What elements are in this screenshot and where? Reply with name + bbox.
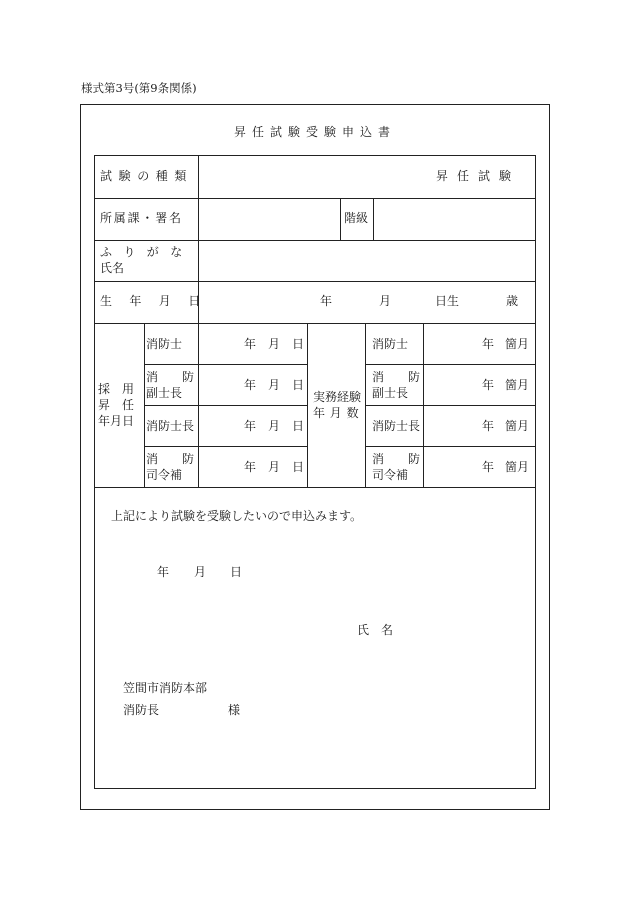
experience-month-unit: 箇月	[505, 419, 530, 433]
column-divider	[423, 323, 424, 487]
row-divider	[365, 364, 535, 365]
appointment-label-line3: 年月日	[98, 414, 135, 428]
appointment-year-unit: 年	[244, 419, 257, 433]
experience-rank-4-line1: 消 防	[372, 452, 421, 466]
appointment-rank-4-line2: 司令補	[146, 468, 183, 482]
row-divider	[144, 405, 307, 406]
department-label: 所属課・署名	[100, 211, 183, 225]
birth-month-unit: 月	[379, 294, 392, 308]
addressee-title: 消防長	[123, 703, 160, 717]
appointment-month-unit: 月	[268, 337, 281, 351]
appointment-month-unit: 月	[268, 419, 281, 433]
row-divider	[144, 364, 307, 365]
rank-field[interactable]	[374, 199, 534, 237]
row-divider	[95, 281, 535, 282]
experience-year-unit: 年	[482, 460, 495, 474]
column-divider	[144, 323, 145, 487]
application-year-unit: 年	[157, 565, 170, 579]
experience-rank-3: 消防士長	[372, 419, 421, 433]
appointment-day-unit: 日	[292, 460, 305, 474]
experience-rank-2-line1: 消 防	[372, 370, 421, 384]
experience-month-unit: 箇月	[505, 378, 530, 392]
form-id: 様式第3号(第9条関係)	[81, 81, 197, 95]
appointment-label-line1: 採 用	[98, 382, 135, 396]
appointment-year-unit: 年	[244, 378, 257, 392]
row-divider	[95, 323, 535, 324]
column-divider	[307, 323, 308, 487]
experience-label-line1: 実務経験	[313, 390, 362, 404]
appointment-rank-1: 消防士	[146, 337, 183, 351]
row-divider	[144, 446, 307, 447]
column-divider	[198, 323, 199, 487]
appointment-month-unit: 月	[268, 460, 281, 474]
appointment-day-unit: 日	[292, 337, 305, 351]
experience-month-unit: 箇月	[505, 460, 530, 474]
birth-day-unit: 日生	[435, 294, 460, 308]
addressee-organization: 笠間市消防本部	[123, 681, 208, 695]
form-title: 昇任試験受験申込書	[233, 125, 396, 139]
birth-year-unit: 年	[320, 294, 333, 308]
experience-rank-1: 消防士	[372, 337, 409, 351]
department-field[interactable]	[198, 199, 339, 237]
signature-label: 氏 名	[357, 623, 394, 637]
birth-date-label: 生年月日	[100, 294, 218, 308]
experience-rank-2-line2: 副士長	[372, 386, 409, 400]
appointment-rank-4-line1: 消 防	[146, 452, 195, 466]
appointment-month-unit: 月	[268, 378, 281, 392]
application-month-unit: 月	[194, 565, 207, 579]
appointment-year-unit: 年	[244, 337, 257, 351]
appointment-day-unit: 日	[292, 419, 305, 433]
appointment-year-unit: 年	[244, 460, 257, 474]
column-divider	[365, 323, 366, 487]
row-divider	[95, 487, 535, 488]
appointment-day-unit: 日	[292, 378, 305, 392]
experience-year-unit: 年	[482, 378, 495, 392]
furigana-label: ふりがな	[100, 245, 194, 259]
experience-label-line2: 年月数	[313, 406, 364, 420]
name-label	[100, 260, 192, 276]
honorific: 様	[228, 703, 241, 717]
rank-label: 階級	[344, 211, 369, 225]
experience-rank-4-line2: 司令補	[372, 468, 409, 482]
declaration-statement: 上記により試験を受験したいので申込みます。	[111, 509, 363, 523]
age-unit: 歳	[506, 294, 519, 308]
exam-type-value: 昇任試験	[436, 169, 521, 183]
name-label-text: 氏名	[100, 261, 125, 275]
appointment-rank-3: 消防士長	[146, 419, 195, 433]
appointment-rank-2-line2: 副士長	[146, 386, 183, 400]
exam-type-label: 試験の種類	[100, 169, 194, 183]
application-day-unit: 日	[230, 565, 243, 579]
appointment-rank-2-line1: 消 防	[146, 370, 195, 384]
row-divider	[365, 405, 535, 406]
name-field[interactable]	[198, 241, 534, 279]
row-divider	[365, 446, 535, 447]
column-divider	[340, 198, 341, 240]
experience-year-unit: 年	[482, 337, 495, 351]
experience-year-unit: 年	[482, 419, 495, 433]
experience-month-unit: 箇月	[505, 337, 530, 351]
appointment-label-line2: 昇 任	[98, 398, 135, 412]
